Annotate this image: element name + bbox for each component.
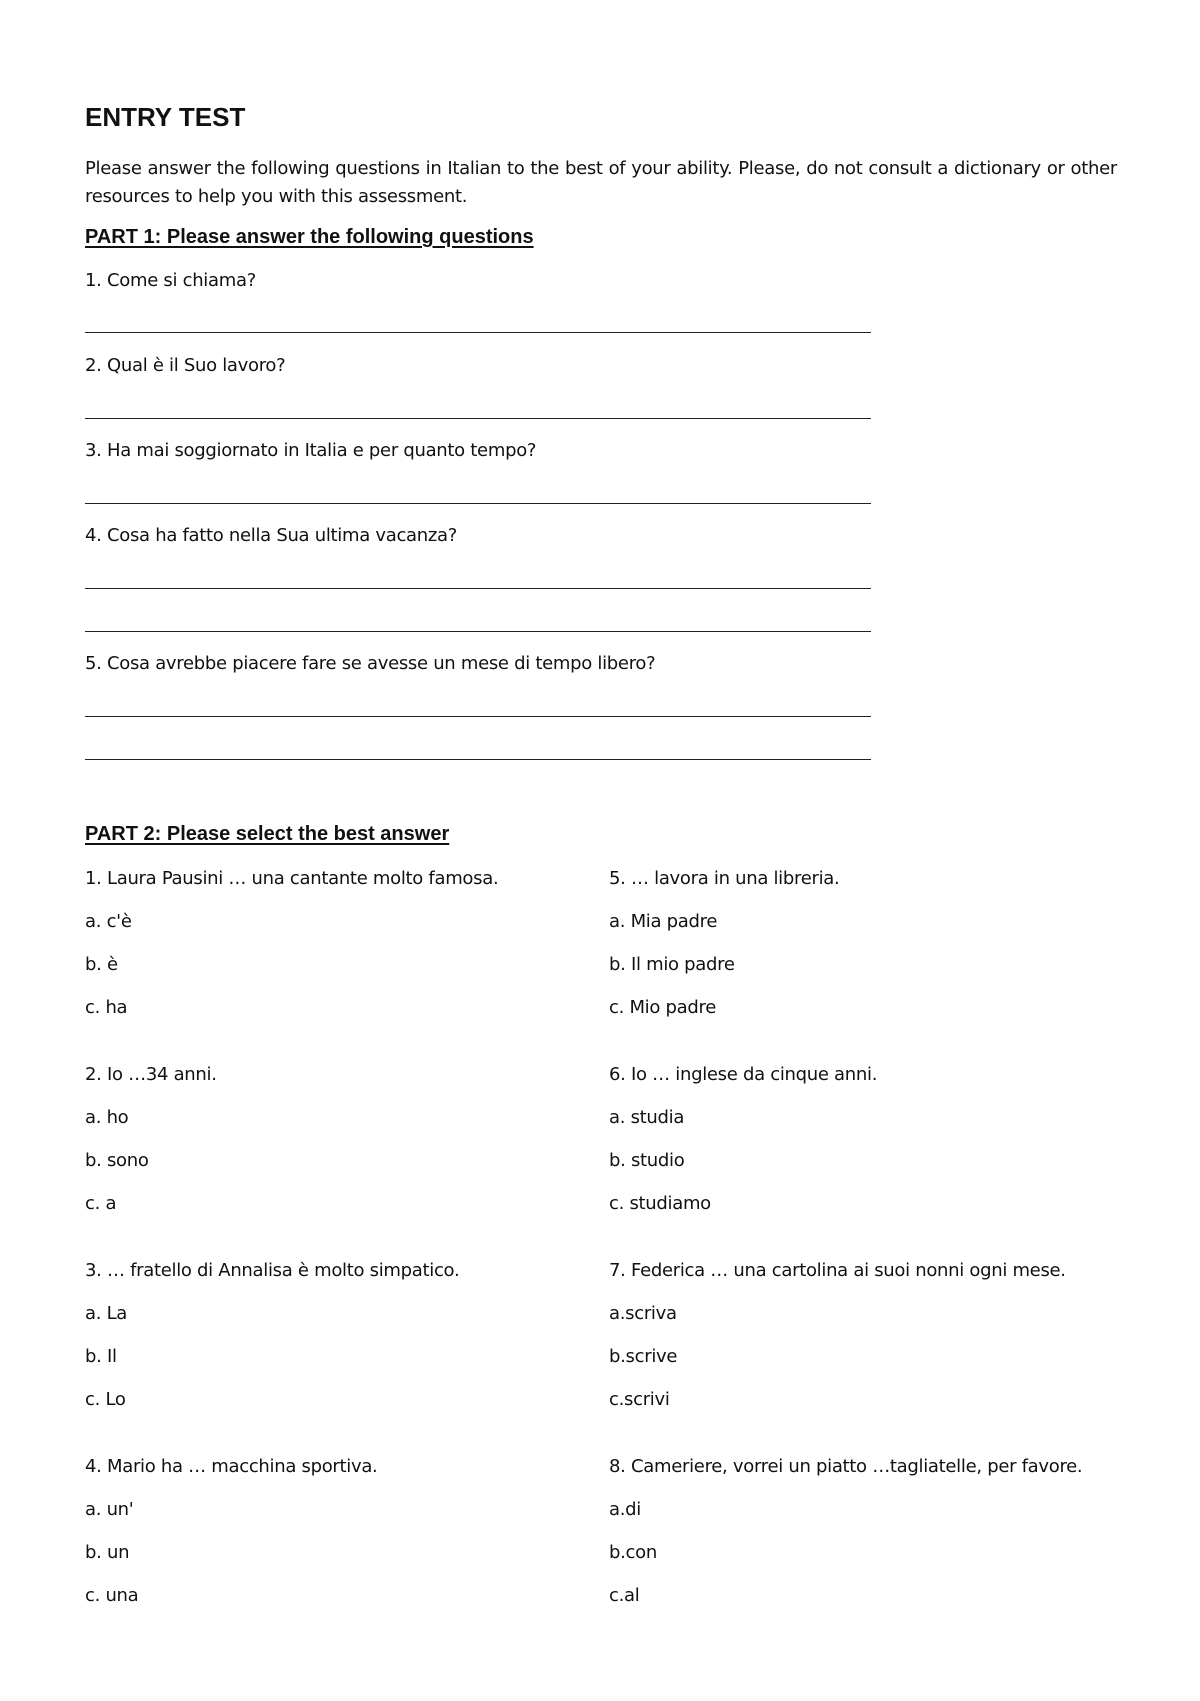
mc-question-1: 1. Laura Pausini … una cantante molto famosa. <box>85 868 499 889</box>
mc-option-7a[interactable]: a.scriva <box>609 1303 677 1324</box>
mc-option-8b[interactable]: b.con <box>609 1542 657 1563</box>
part1-question-1: 1. Come si chiama? <box>85 270 256 291</box>
mc-question-4: 4. Mario ha … macchina sportiva. <box>85 1456 378 1477</box>
part1-heading: PART 1: Please answer the following questions <box>85 226 534 248</box>
answer-line[interactable] <box>85 503 871 504</box>
part1-question-2: 2. Qual è il Suo lavoro? <box>85 355 286 376</box>
mc-option-1b[interactable]: b. è <box>85 954 118 975</box>
part1-question-3: 3. Ha mai soggiornato in Italia e per quanto tempo? <box>85 440 537 461</box>
part1-question-5: 5. Cosa avrebbe piacere fare se avesse un mese di tempo libero? <box>85 653 656 674</box>
mc-option-7c[interactable]: c.scrivi <box>609 1389 670 1410</box>
mc-option-8a[interactable]: a.di <box>609 1499 641 1520</box>
mc-question-5: 5. … lavora in una libreria. <box>609 868 840 889</box>
mc-option-4c[interactable]: c. una <box>85 1585 139 1606</box>
answer-line[interactable] <box>85 332 871 333</box>
part1-question-4: 4. Cosa ha fatto nella Sua ultima vacanza? <box>85 525 458 546</box>
mc-question-7: 7. Federica … una cartolina ai suoi nonni ogni mese. <box>609 1260 1066 1281</box>
mc-question-8: 8. Cameriere, vorrei un piatto …tagliatelle, per favore. <box>609 1456 1083 1477</box>
mc-option-5a[interactable]: a. Mia padre <box>609 911 718 932</box>
mc-option-5c[interactable]: c. Mio padre <box>609 997 716 1018</box>
instructions: Please answer the following questions in Italian to the best of your ability. Please, do not consult a dictionary or other resources to help you with this assessment. <box>85 158 1117 207</box>
mc-option-3a[interactable]: a. La <box>85 1303 128 1324</box>
mc-option-4a[interactable]: a. un' <box>85 1499 134 1520</box>
mc-option-3c[interactable]: c. Lo <box>85 1389 126 1410</box>
mc-question-2: 2. Io …34 anni. <box>85 1064 217 1085</box>
mc-option-6b[interactable]: b. studio <box>609 1150 685 1171</box>
mc-option-1a[interactable]: a. c'è <box>85 911 132 932</box>
mc-option-4b[interactable]: b. un <box>85 1542 130 1563</box>
answer-line[interactable] <box>85 759 871 760</box>
answer-line[interactable] <box>85 418 871 419</box>
mc-option-6a[interactable]: a. studia <box>609 1107 685 1128</box>
answer-line[interactable] <box>85 716 871 717</box>
mc-option-2a[interactable]: a. ho <box>85 1107 129 1128</box>
mc-option-6c[interactable]: c. studiamo <box>609 1193 711 1214</box>
mc-option-2b[interactable]: b. sono <box>85 1150 149 1171</box>
mc-option-8c[interactable]: c.al <box>609 1585 640 1606</box>
mc-question-6: 6. Io … inglese da cinque anni. <box>609 1064 878 1085</box>
answer-line[interactable] <box>85 588 871 589</box>
mc-option-3b[interactable]: b. Il <box>85 1346 117 1367</box>
answer-line[interactable] <box>85 631 871 632</box>
mc-option-7b[interactable]: b.scrive <box>609 1346 678 1367</box>
part2-heading: PART 2: Please select the best answer <box>85 823 450 845</box>
mc-option-2c[interactable]: c. a <box>85 1193 117 1214</box>
mc-option-5b[interactable]: b. Il mio padre <box>609 954 735 975</box>
mc-question-3: 3. … fratello di Annalisa è molto simpatico. <box>85 1260 460 1281</box>
mc-option-1c[interactable]: c. ha <box>85 997 128 1018</box>
page-title: ENTRY TEST <box>85 102 246 132</box>
